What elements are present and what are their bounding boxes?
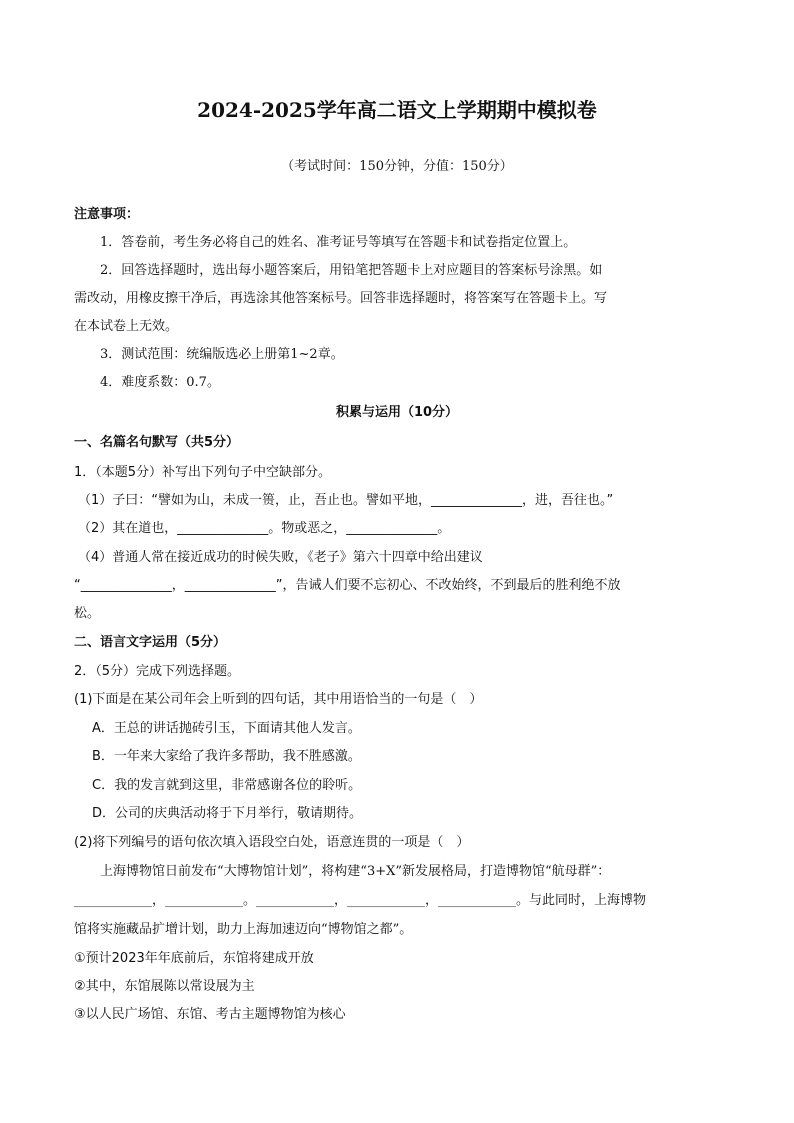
question-1-intro: 1．（本题5分）补写出下列句子中空缺部分。 <box>74 465 332 480</box>
sentence-2: ②其中，东馆展陈以常设展为主 <box>74 979 255 994</box>
notice-item-1: 1．答卷前，考生务必将自己的姓名、准考证号等填写在答题卡和试卷指定位置上。 <box>100 235 577 250</box>
exam-title: 2024-2025学年高二语文上学期期中模拟卷 <box>197 98 597 122</box>
section-2-heading: 二、语言文字运用（5分） <box>74 635 227 650</box>
passage-line-2: ____________，____________。____________，____________，____________。与此同时，上海博物 <box>74 893 647 908</box>
notice-item-2-line-1: 2．回答选择题时，选出每小题答案后，用铅笔把答题卡上对应题目的答案标号涂黑。如 <box>100 263 603 278</box>
notice-item-3: 3．测试范围：统编版选必上册第1~2章。 <box>100 347 344 362</box>
sentence-3: ③以人民广场馆、东馆、考古主题博物馆为核心 <box>74 1007 346 1022</box>
exam-subtitle: （考试时间：150分钟，分值：150分） <box>281 159 513 174</box>
question-1-item-1: （1）子曰：“譬如为山，未成一篑，止，吾止也。譬如平地，______________，进，吾往也。” <box>78 493 614 508</box>
notice-item-2-line-3: 在本试卷上无效。 <box>74 319 179 334</box>
passage-line-1: 上海博物馆日前发布“大博物馆计划”，将构建“3+X”新发展格局，打造博物馆“航母群”： <box>100 864 611 879</box>
option-c: C．我的发言就到这里，非常感谢各位的聆听。 <box>92 778 362 793</box>
passage-line-3: 馆将实施藏品扩增计划，助力上海加速迈向“博物馆之都”。 <box>74 922 413 937</box>
question-1-item-4-line-1: （4）普通人常在接近成功的时候失败，《老子》第六十四章中给出建议 <box>78 550 483 565</box>
question-1-item-2: （2）其在道也，______________。物或恶之，______________。 <box>78 521 451 536</box>
question-1-item-4-line-3: 松。 <box>74 606 101 621</box>
question-1-item-4-line-2: “______________，______________”，告诫人们要不忘初心、不改始终，不到最后的胜利绝不放 <box>74 578 621 593</box>
notice-item-4: 4．难度系数：0.7。 <box>100 375 220 390</box>
part-heading: 积累与运用（10分） <box>335 405 459 420</box>
question-2-intro: 2．（5分）完成下列选择题。 <box>74 664 241 679</box>
sentence-1: ①预计2023年年底前后，东馆将建成开放 <box>74 951 314 966</box>
option-b: B．一年来大家给了我许多帮助，我不胜感激。 <box>92 749 361 764</box>
question-2-1-stem: (1)下面是在某公司年会上听到的四句话，其中用语恰当的一句是（ ） <box>74 692 483 707</box>
notice-item-2-line-2: 需改动，用橡皮擦干净后，再选涂其他答案标号。回答非选择题时，将答案写在答题卡上。写 <box>74 291 608 306</box>
section-1-heading: 一、名篇名句默写（共5分） <box>74 435 240 450</box>
notice-heading: 注意事项： <box>74 207 140 222</box>
question-2-2-stem: (2)将下列编号的语句依次填入语段空白处，语意连贯的一项是（ ） <box>74 835 470 850</box>
option-a: A．王总的讲话抛砖引玉，下面请其他人发言。 <box>92 721 361 736</box>
option-d: D．公司的庆典活动将于下月举行，敬请期待。 <box>92 806 363 821</box>
